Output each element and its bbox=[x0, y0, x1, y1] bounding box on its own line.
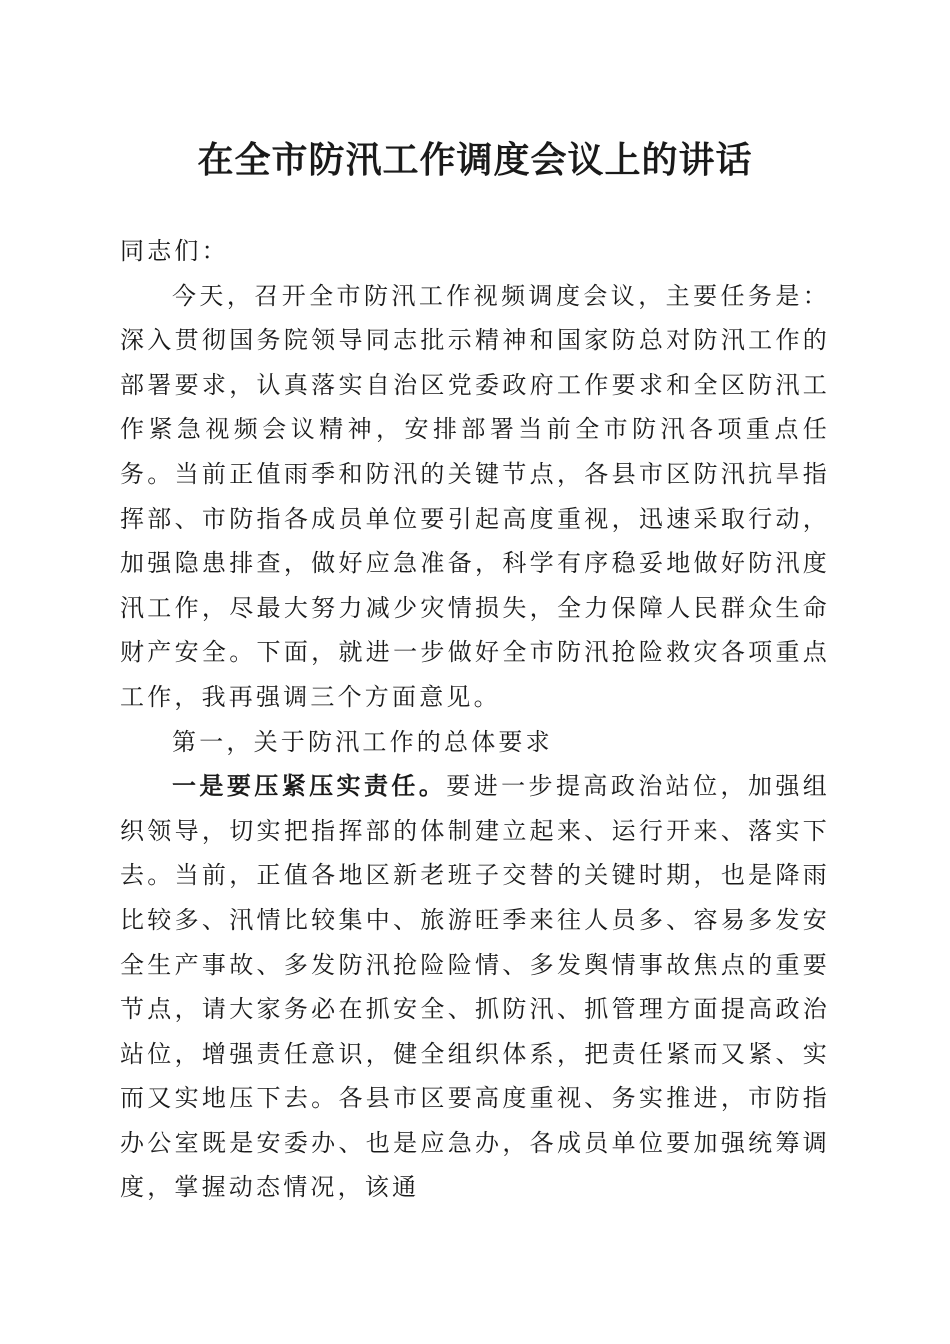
salutation: 同志们： bbox=[120, 237, 229, 265]
point-1-lead: 一是要压紧压实责任。 bbox=[172, 771, 447, 801]
document-title: 在全市防汛工作调度会议上的讲话 bbox=[197, 139, 753, 181]
document-body bbox=[120, 229, 830, 1210]
paragraph-intro: 今天，召开全市防汛工作视频调度会议，主要任务是：深入贯彻国务院领导同志批示精神和国家防总对防汛工作的部署要求，认真落实自治区党委政府工作要求和全区防汛工作紧急视频会议精神，安排部署当前全市防汛各项重点任务。当前正值雨季和防汛的关键节点，各县市区防汛抗旱指挥部、市防指各成员单位要引起高度重视，迅速采取行动，加强隐患排查，做好应急准备，科学有序稳妥地做好防汛度汛工作，尽最大努力减少灾情损失，全力保障人民群众生命财产安全。下面，就进一步做好全市防汛抢险救灾各项重点工作，我再强调三个方面意见。 bbox=[120, 281, 830, 711]
section-heading: 第一，关于防汛工作的总体要求 bbox=[172, 727, 553, 756]
paragraph-point-1 bbox=[120, 764, 830, 1210]
point-1-text: 要进一步提高政治站位，加强组织领导，切实把指挥部的体制建立起来、运行开来、落实下去。当前，正值各地区新老班子交替的关键时期，也是降雨比较多、汛情比较集中、旅游旺季来往人员多、容易多发安全生产事故、多发防汛抢险险情、多发舆情事故焦点的重要节点，请大家务必在抓安全、抓防汛、抓管理方面提高政治站位，增强责任意识，健全组织体系，把责任紧而又紧、实而又实地压下去。各县市区要高度重视、务实推进，市防指办公室既是安委办、也是应急办，各成员单位要加强统筹调度，掌握动态情况，该通 bbox=[120, 772, 830, 1202]
